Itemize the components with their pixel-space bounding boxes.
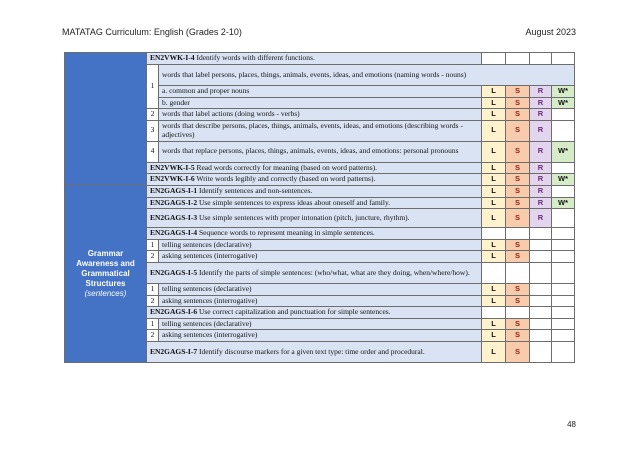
level-empty-cell: [552, 307, 575, 319]
level-r-badge: R: [530, 162, 552, 174]
competency-code: EN2GAGS-I-5: [150, 267, 198, 277]
level-empty-cell: [552, 228, 575, 240]
competency-cell: [147, 228, 482, 240]
level-empty-cell: [506, 228, 530, 240]
competency-code: EN2GAGS-I-7: [150, 346, 198, 356]
competency-cell: [147, 53, 482, 65]
item-text: asking sentences (interrogative): [159, 251, 482, 263]
level-empty-cell: [552, 53, 575, 65]
level-l-badge: L: [482, 141, 506, 162]
level-empty-cell: [530, 318, 552, 330]
level-empty-cell: [552, 120, 575, 141]
level-empty-cell: [530, 53, 552, 65]
level-empty-cell: [552, 295, 575, 307]
level-s-badge: S: [506, 330, 530, 342]
level-empty-cell: [506, 262, 530, 283]
level-empty-cell: [530, 295, 552, 307]
competency-code: EN2GAGS-I-6: [150, 307, 198, 317]
competency-text: Sequence words to represent meaning in simple sentences.: [197, 228, 375, 238]
competency-cell: [147, 174, 482, 186]
competency-text: Identify the parts of simple sentences: (who/what, what are they doing, when/where/how).: [197, 267, 470, 277]
level-l-badge: L: [482, 295, 506, 307]
level-r-badge: R: [530, 141, 552, 162]
competency-code: EN2GAGS-I-2: [150, 197, 198, 207]
level-r-badge: R: [530, 109, 552, 121]
level-r-badge: R: [530, 120, 552, 141]
subitem-text: a. common and proper nouns: [159, 86, 482, 98]
level-empty-cell: [530, 262, 552, 283]
level-empty-cell: [530, 307, 552, 319]
competency-code: EN2GAGS-I-1: [150, 185, 198, 195]
competency-text: Write words legibly and correctly (based on word patterns).: [194, 174, 376, 184]
level-s-badge: S: [506, 295, 530, 307]
competency-text: Identify words with different functions.: [194, 53, 315, 63]
item-number: 2: [147, 109, 159, 121]
level-w-badge: W*: [552, 141, 575, 162]
level-l-badge: L: [482, 109, 506, 121]
level-l-badge: L: [482, 120, 506, 141]
level-l-badge: L: [482, 86, 506, 98]
level-r-badge: R: [530, 86, 552, 98]
level-empty-cell: [530, 341, 552, 362]
curriculum-table: [64, 52, 575, 363]
level-r-badge: R: [530, 97, 552, 109]
level-l-badge: L: [482, 341, 506, 362]
level-l-badge: L: [482, 283, 506, 295]
item-text: words that describe persons, places, things, animals, events, ideas, and emotions (describing words - adjectives): [159, 120, 482, 141]
level-s-badge: S: [506, 86, 530, 98]
level-l-badge: L: [482, 330, 506, 342]
level-w-badge: W*: [552, 86, 575, 98]
competency-code: EN2GAGS-I-3: [150, 212, 198, 222]
document-header-date: August 2023: [525, 27, 576, 37]
level-w-badge: W*: [552, 174, 575, 186]
level-s-badge: S: [506, 162, 530, 174]
level-empty-cell: [530, 330, 552, 342]
domain-cell-grammar: [65, 185, 147, 362]
level-s-badge: S: [506, 109, 530, 121]
item-text: asking sentences (interrogative): [159, 295, 482, 307]
level-empty-cell: [506, 307, 530, 319]
competency-text: Read words correctly for meaning (based on word patterns).: [194, 162, 378, 172]
competency-code: EN2VWK-I-5: [150, 162, 195, 172]
competency-text: Identify discourse markers for a given text type: time order and procedural.: [197, 346, 425, 356]
competency-cell: [147, 262, 482, 283]
item-number: 2: [147, 251, 159, 263]
item-text: telling sentences (declarative): [159, 318, 482, 330]
item-number: 2: [147, 330, 159, 342]
level-l-badge: L: [482, 209, 506, 228]
item-text: words that replace persons, places, things, animals, events, ideas, and emotions: personal pronouns: [159, 141, 482, 162]
level-l-badge: L: [482, 97, 506, 109]
level-empty-cell: [530, 228, 552, 240]
level-s-badge: S: [506, 197, 530, 209]
level-empty-cell: [530, 251, 552, 263]
table-row: [65, 185, 575, 197]
level-empty-cell: [552, 262, 575, 283]
level-empty-cell: [552, 209, 575, 228]
competency-cell: [147, 185, 482, 197]
level-w-badge: W*: [552, 97, 575, 109]
item-number: 2: [147, 295, 159, 307]
level-s-badge: S: [506, 174, 530, 186]
level-empty-cell: [552, 318, 575, 330]
level-empty-cell: [482, 262, 506, 283]
item-number: 1: [147, 318, 159, 330]
level-s-badge: S: [506, 120, 530, 141]
competency-cell: [147, 307, 482, 319]
page-number: 48: [567, 420, 576, 429]
competency-cell: [147, 209, 482, 228]
level-s-badge: S: [506, 239, 530, 251]
level-empty-cell: [552, 162, 575, 174]
competency-text: Identify sentences and non-sentences.: [197, 185, 313, 195]
item-number: 3: [147, 120, 159, 141]
item-text: words that label actions (doing words - verbs): [159, 109, 482, 121]
item-text: words that label persons, places, things, animals, events, ideas, and emotions (naming words - nouns): [159, 65, 575, 86]
competency-code: EN2GAGS-I-4: [150, 228, 198, 238]
competency-cell: [147, 162, 482, 174]
item-number: 1: [147, 283, 159, 295]
level-s-badge: S: [506, 341, 530, 362]
level-empty-cell: [552, 330, 575, 342]
level-l-badge: L: [482, 174, 506, 186]
level-empty-cell: [552, 251, 575, 263]
level-r-badge: R: [530, 209, 552, 228]
item-number: 4: [147, 141, 159, 162]
level-l-badge: L: [482, 197, 506, 209]
level-empty-cell: [552, 341, 575, 362]
level-s-badge: S: [506, 209, 530, 228]
level-s-badge: S: [506, 318, 530, 330]
level-empty-cell: [530, 283, 552, 295]
level-l-badge: L: [482, 251, 506, 263]
table-row: [65, 53, 575, 65]
level-empty-cell: [552, 283, 575, 295]
competency-code: EN2VWK-I-4: [150, 53, 195, 63]
document-header-title: MATATAG Curriculum: English (Grades 2-10): [62, 27, 242, 37]
level-r-badge: R: [530, 185, 552, 197]
competency-cell: [147, 197, 482, 209]
level-empty-cell: [552, 239, 575, 251]
level-l-badge: L: [482, 239, 506, 251]
level-empty-cell: [482, 53, 506, 65]
level-l-badge: L: [482, 318, 506, 330]
level-s-badge: S: [506, 141, 530, 162]
competency-text: Use correct capitalization and punctuation for simple sentences.: [197, 307, 391, 317]
competency-cell: [147, 341, 482, 362]
level-empty-cell: [482, 307, 506, 319]
level-empty-cell: [530, 239, 552, 251]
level-s-badge: S: [506, 185, 530, 197]
competency-code: EN2VWK-I-6: [150, 174, 195, 184]
item-text: telling sentences (declarative): [159, 239, 482, 251]
level-s-badge: S: [506, 97, 530, 109]
level-empty-cell: [552, 109, 575, 121]
level-l-badge: L: [482, 162, 506, 174]
level-r-badge: R: [530, 174, 552, 186]
item-text: telling sentences (declarative): [159, 283, 482, 295]
level-s-badge: S: [506, 283, 530, 295]
level-empty-cell: [506, 53, 530, 65]
competency-text: Use simple sentences to express ideas about oneself and family.: [197, 197, 391, 207]
level-empty-cell: [552, 185, 575, 197]
item-number: 1: [147, 65, 159, 109]
level-r-badge: R: [530, 197, 552, 209]
level-empty-cell: [482, 228, 506, 240]
domain-title: Grammar Awareness and Grammatical Structures: [76, 248, 135, 288]
subitem-text: b. gender: [159, 97, 482, 109]
item-text: asking sentences (interrogative): [159, 330, 482, 342]
domain-subtitle: (sentences): [84, 288, 127, 298]
competency-text: Use simple sentences with proper intonation (pitch, juncture, rhythm).: [197, 212, 410, 222]
level-w-badge: W*: [552, 197, 575, 209]
level-s-badge: S: [506, 251, 530, 263]
level-l-badge: L: [482, 185, 506, 197]
domain-cell-vocabulary: [65, 53, 147, 186]
item-number: 1: [147, 239, 159, 251]
